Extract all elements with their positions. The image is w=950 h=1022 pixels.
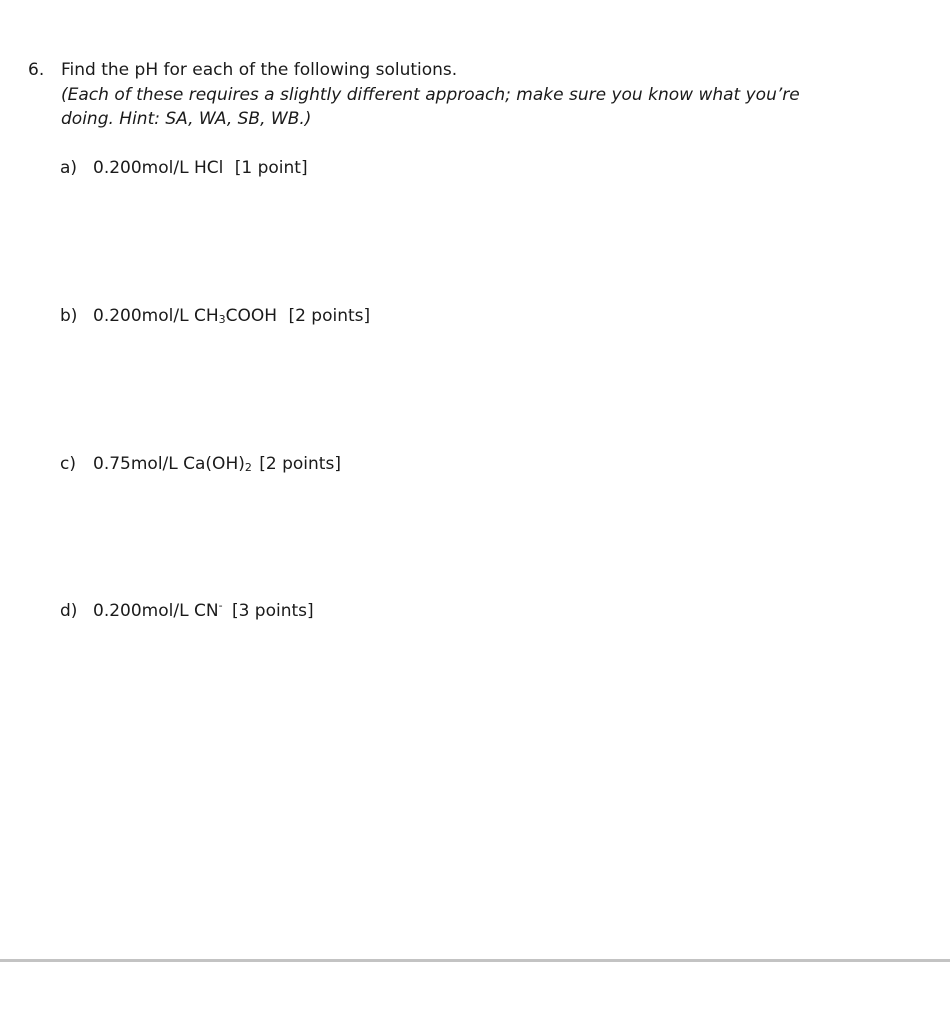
part-b-letter: b) [60,306,78,326]
part-c-species-subscript: 2 [244,461,252,474]
part-b-points: [2 points] [288,306,371,326]
part-b-species-formula: CH [193,306,219,326]
part-a-species [194,158,223,178]
part-d-points: [3 points] [231,601,314,621]
part-b-species-subscript: 3 [218,313,226,326]
part-c-concentration: 0.75mol/L [93,454,178,474]
part-d-species-formula: CN [193,601,219,621]
part-d-species [194,601,223,621]
question-header [28,58,928,132]
part-b-concentration: 0.200mol/L [93,306,189,326]
page-divider [0,959,950,962]
part-a-letter: a) [60,158,78,178]
question-hint: (Each of these requires a slightly different approach; make sure you know what you’re doing. Hint: SA, WA, SB, WB.) [61,84,800,129]
question-number: 6. [28,60,45,80]
part-d-species-charge: - [218,599,223,612]
part-a-concentration: 0.200mol/L [93,158,189,178]
part-c-points: [2 points] [259,454,341,474]
question-prompt: Find the pH for each of the following solutions. [61,60,458,80]
part-b [60,304,370,328]
question-body [61,58,928,132]
part-d-concentration: 0.200mol/L [93,601,189,621]
part-d-letter: d) [60,601,78,621]
part-c-species [183,454,252,474]
part-a-points: [1 point] [234,158,308,178]
part-b-species-formula-end: COOH [225,306,278,326]
part-a-species-formula: HCl [193,158,224,178]
part-c [60,452,341,476]
part-c-letter: c) [60,454,76,474]
part-b-species [194,306,277,326]
question-6 [28,58,928,132]
part-a [60,156,308,180]
part-c-species-formula: Ca(OH) [183,454,245,474]
part-d [60,599,314,623]
